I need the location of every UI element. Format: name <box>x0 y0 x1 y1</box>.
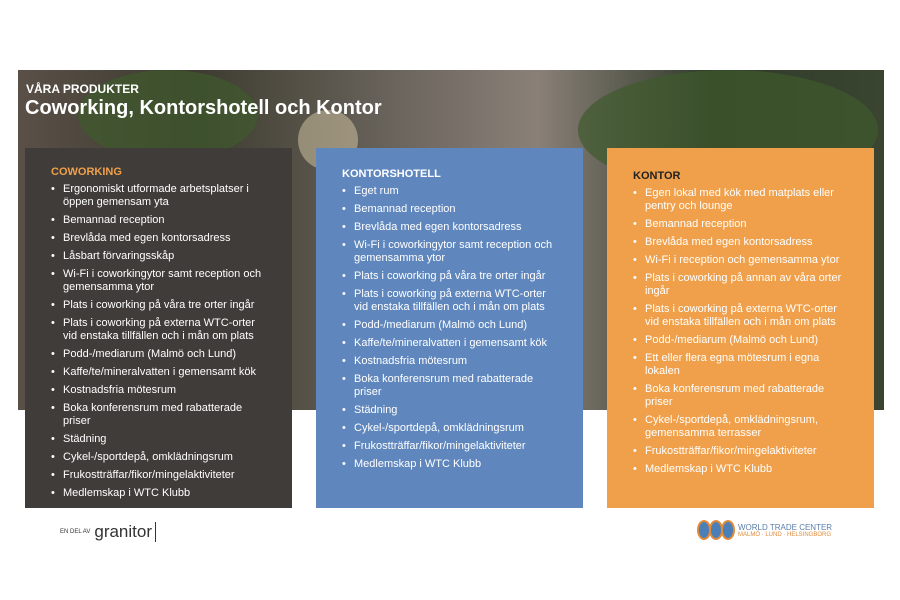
list-item: • Ett eller flera egna mötesrum i egna lokalen <box>633 352 854 378</box>
list-item: • Eget rum <box>342 185 563 198</box>
list-item: • Egen lokal med kök med matplats eller pentry och lounge <box>633 187 854 213</box>
list-item: • Städning <box>51 433 272 446</box>
globe-icon <box>697 520 733 540</box>
list-item: • Cykel-/sportdepå, omklädningsrum <box>342 422 563 435</box>
list-item: • Boka konferensrum med rabatterade priser <box>633 383 854 409</box>
list-item: • Städning <box>342 404 563 417</box>
panel-title: KONTOR <box>633 170 681 182</box>
list-item: • Podd-/mediarum (Malmö och Lund) <box>51 348 272 361</box>
wtc-logo <box>697 520 832 540</box>
list-item: • Plats i coworking på externa WTC-orter vid enstaka tillfällen och i mån om plats <box>342 288 563 314</box>
list-item: • Plats i coworking på annan av våra orter ingår <box>633 272 854 298</box>
page-title: Coworking, Kontorshotell och Kontor <box>25 97 382 119</box>
list-item: • Ergonomiskt utformade arbetsplatser i öppen gemensam yta <box>51 183 272 209</box>
list-item: • Kostnadsfria mötesrum <box>51 384 272 397</box>
list-item: • Plats i coworking på externa WTC-orter vid enstaka tillfällen och i mån om plats <box>51 317 272 343</box>
list-item: • Frukostträffar/fikor/mingelaktiviteter <box>51 469 272 482</box>
list-item: • Wi-Fi i coworkingytor samt reception och gemensamma ytor <box>342 239 563 265</box>
granitor-prefix: EN DEL AV <box>60 529 91 535</box>
list-item: • Kaffe/te/mineralvatten i gemensamt kök <box>342 337 563 350</box>
list-item: • Medlemskap i WTC Klubb <box>633 463 854 476</box>
list-item: • Podd-/mediarum (Malmö och Lund) <box>633 334 854 347</box>
feature-list <box>51 183 272 500</box>
granitor-wordmark: granitor <box>94 522 156 542</box>
list-item: • Cykel-/sportdepå, omklädningsrum <box>51 451 272 464</box>
list-item: • Wi-Fi i reception och gemensamma ytor <box>633 254 854 267</box>
panel-kontorshotell <box>316 148 583 508</box>
list-item: • Kaffe/te/mineralvatten i gemensamt kök <box>51 366 272 379</box>
list-item: • Plats i coworking på våra tre orter ingår <box>51 299 272 312</box>
wtc-cities: MALMÖ · LUND · HELSINGBORG <box>738 531 832 538</box>
list-item: • Cykel-/sportdepå, omklädningsrum, gemensamma terrasser <box>633 414 854 440</box>
list-item: • Plats i coworking på våra tre orter ingår <box>342 270 563 283</box>
panel-title: KONTORSHOTELL <box>342 168 441 180</box>
list-item: • Podd-/mediarum (Malmö och Lund) <box>342 319 563 332</box>
granitor-logo <box>60 522 156 542</box>
list-item: • Bemannad reception <box>342 203 563 216</box>
feature-list <box>342 185 563 471</box>
list-item: • Låsbart förvaringsskåp <box>51 250 272 263</box>
list-item: • Bemannad reception <box>633 218 854 231</box>
list-item: • Bemannad reception <box>51 214 272 227</box>
list-item: • Boka konferensrum med rabatterade priser <box>51 402 272 428</box>
section-kicker: VÅRA PRODUKTER <box>26 82 139 96</box>
list-item: • Frukostträffar/fikor/mingelaktiviteter <box>633 445 854 458</box>
list-item: • Medlemskap i WTC Klubb <box>51 487 272 500</box>
list-item: • Plats i coworking på externa WTC-orter vid enstaka tillfällen och i mån om plats <box>633 303 854 329</box>
list-item: • Brevlåda med egen kontorsadress <box>633 236 854 249</box>
panel-title: COWORKING <box>51 166 122 178</box>
list-item: • Frukostträffar/fikor/mingelaktiviteter <box>342 440 563 453</box>
list-item: • Kostnadsfria mötesrum <box>342 355 563 368</box>
panel-coworking <box>25 148 292 508</box>
list-item: • Medlemskap i WTC Klubb <box>342 458 563 471</box>
list-item: • Brevlåda med egen kontorsadress <box>342 221 563 234</box>
panel-kontor <box>607 148 874 508</box>
list-item: • Wi-Fi i coworkingytor samt reception och gemensamma ytor <box>51 268 272 294</box>
list-item: • Boka konferensrum med rabatterade priser <box>342 373 563 399</box>
wtc-name: WORLD TRADE CENTER <box>738 522 833 532</box>
list-item: • Brevlåda med egen kontorsadress <box>51 232 272 245</box>
feature-list <box>633 187 854 476</box>
